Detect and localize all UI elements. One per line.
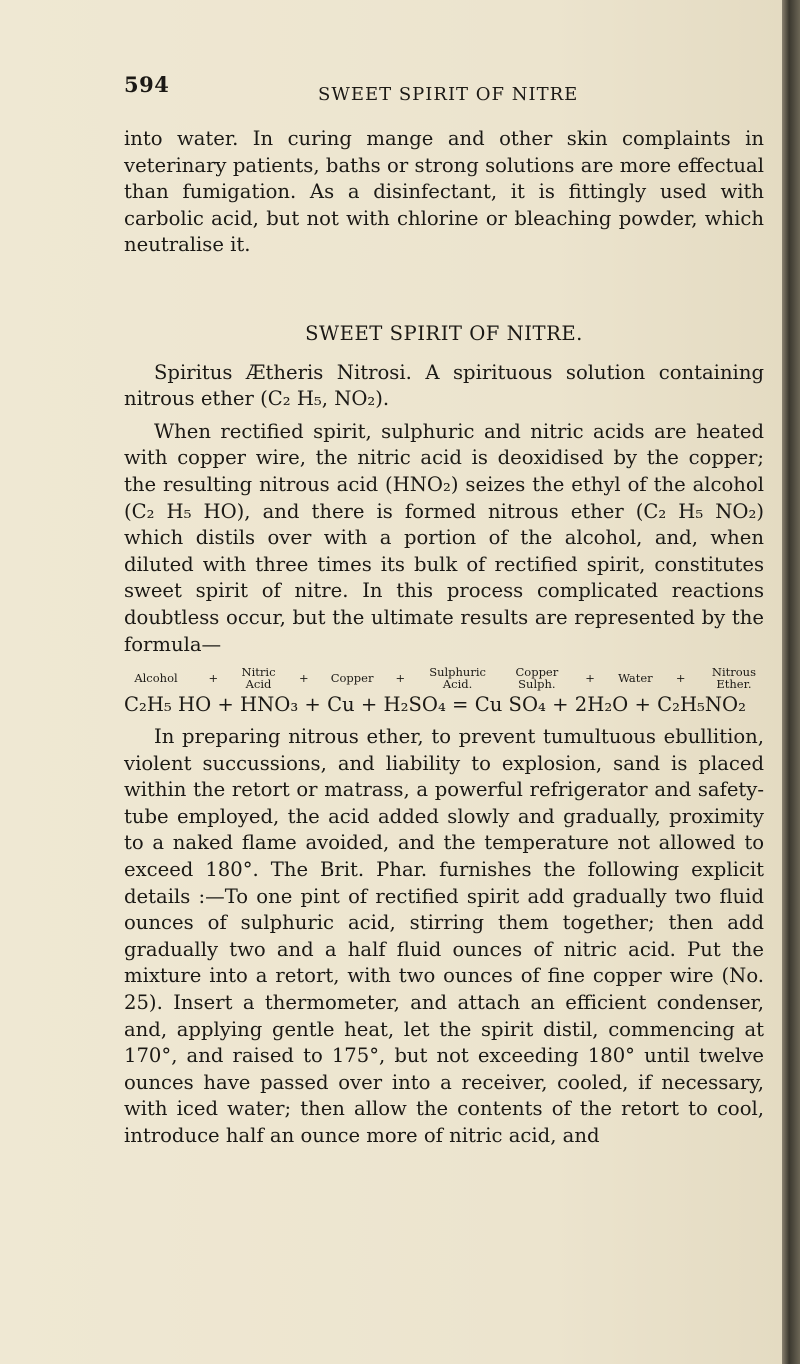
paragraph-definition: Spiritus Ætheris Nitrosi. A spirituous solution containing nitrous ether (C₂ H₅, NO₂).	[124, 360, 764, 411]
formula-labels	[124, 666, 764, 690]
paragraph-preparation: When rectified spirit, sulphuric and nitric acids are heated with copper wire, the nitric acid is deoxidised by the copper; the resulting nitrous acid (HNO₂) seizes the ethyl of the alcohol (C₂ H₅ HO), and there is formed nitrous ether (C₂ H₅ NO₂) which distils over with a portion of the alcohol, and, when diluted with three times its bulk of rectified spirit, constitutes sweet spirit of nitre. In this process complicated reactions doubtless occur, but the ultimate results are represented by the formula—	[124, 419, 764, 656]
section-title: SWEET SPIRIT OF NITRE.	[305, 321, 583, 345]
label-plus: +	[395, 671, 406, 686]
label-sulphuric-acid: Sulphuric Acid.	[429, 665, 486, 692]
running-head: SWEET SPIRIT OF NITRE	[318, 84, 579, 105]
label-water: Water	[618, 671, 653, 686]
page-number: 594	[124, 72, 170, 97]
label-plus: +	[208, 671, 219, 686]
formula-equation: C₂H₅ HO + HNO₃ + Cu + H₂SO₄ = Cu SO₄ + 2H₂O + C₂H₅NO₂	[124, 693, 746, 717]
page-edge	[782, 0, 800, 1364]
page-header	[0, 72, 782, 112]
chemical-formula	[124, 666, 764, 718]
label-alcohol: Alcohol	[134, 671, 178, 686]
label-plus: +	[298, 671, 309, 686]
label-copper: Copper	[330, 671, 374, 686]
paragraph-details: In preparing nitrous ether, to prevent tumultuous ebullition, violent succussions, and liability to explosion, sand is placed within the retort or matrass, a powerful refrigerator and safety-tube employed, the acid added slowly and gradually, proximity to a naked flame avoided, and the temperature not allowed to exceed 180°. The Brit. Phar. furnishes the following explicit details :—To one pint of rectified spirit add gradually two fluid ounces of sulphuric acid, stirring them together; then add gradually two and a half fluid ounces of nitric acid. Put the mixture into a retort, with two ounces of fine copper wire (No. 25). Insert a thermometer, and attach an efficient condenser, and, applying gentle heat, let the spirit distil, commencing at 170°, and raised to 175°, but not exceeding 180° until twelve ounces have passed over into a receiver, cooled, if necessary, with iced water; then allow the contents of the retort to cool, introduce half an ounce more of nitric acid, and	[124, 725, 764, 1147]
label-plus: +	[675, 671, 686, 686]
label-copper-sulph: Copper Sulph.	[515, 665, 559, 692]
body-text	[124, 126, 764, 1150]
label-nitrous-ether: Nitrous Ether.	[711, 665, 756, 692]
label-plus: +	[585, 671, 595, 686]
paragraph-intro: into water. In curing mange and other skin complaints in veterinary patients, baths or strong solutions are more effectual than fumigation. As a disinfectant, it is fittingly used with carbolic acid, but not with chlorine or bleaching powder, which neutralise it.	[124, 127, 764, 257]
label-nitric-acid: Nitric Acid	[241, 665, 276, 692]
